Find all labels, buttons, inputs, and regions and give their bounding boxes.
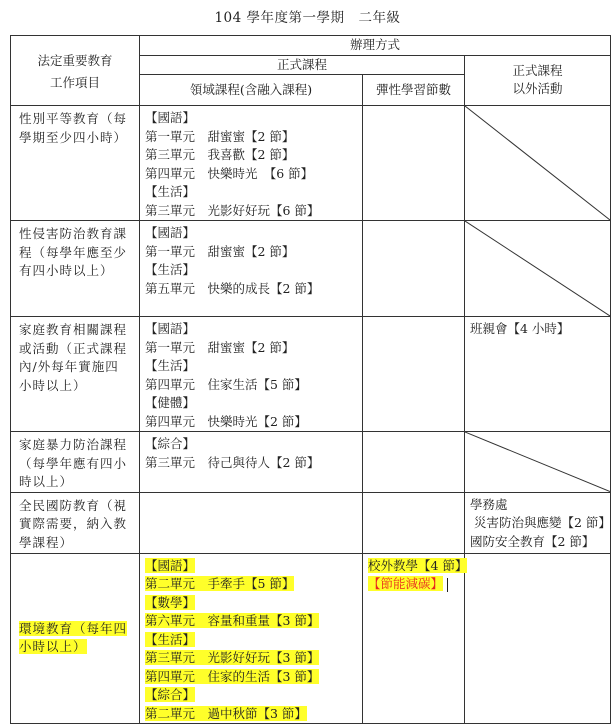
row-national-defense-extra [465, 492, 611, 553]
table-row [11, 221, 611, 317]
header-work-item [11, 36, 140, 106]
row-domestic-violence-name [11, 432, 140, 493]
row-name-line: 性侵害防治教育課 [19, 226, 128, 241]
flex-line [368, 575, 464, 594]
row-family-education-name [11, 317, 140, 432]
domain-line: 第四單元 住家生活【5 節】 [145, 376, 307, 392]
header-extra-line2: 以外活動 [512, 81, 563, 97]
row-sexual-assault-prevention-domain [140, 221, 363, 317]
curriculum-table [10, 35, 611, 724]
row-name-line: 有四小時以上） [19, 263, 114, 278]
row-name-line: （每學年應有四小 [19, 455, 128, 471]
highlight: 環境教育（每年四 [19, 620, 128, 636]
highlight: 校外教學【4 節】 [368, 557, 468, 573]
row-name-line: 學課程） [19, 534, 74, 550]
extra-line: 國防安全教育【2 節】 [470, 533, 595, 549]
table-row [11, 106, 611, 221]
row-family-education-extra [465, 317, 611, 432]
highlight: 第三單元 光影好好玩【3 節】 [145, 650, 320, 665]
row-name-line: 時以上） [19, 474, 74, 489]
row-sexual-assault-prevention-flex [363, 221, 465, 317]
extra-line: 災害防治與應變【2 節】 [474, 515, 611, 530]
row-sexual-assault-prevention-extra-crossed [465, 221, 611, 317]
domain-line: 【綜合】 [145, 436, 196, 451]
domain-line [145, 594, 362, 613]
row-family-education-flex [363, 317, 465, 432]
domain-line [145, 631, 362, 650]
row-name-line: 學期至少四小時） [19, 129, 128, 145]
header-handling: 辦理方式 [140, 36, 611, 56]
domain-line [145, 612, 362, 631]
domain-line [145, 557, 362, 576]
domain-line [145, 705, 362, 724]
highlight: 第四單元 住家的生活【3 節】 [145, 668, 320, 684]
row-name-line: 家庭暴力防治課程 [19, 437, 128, 452]
row-family-education-domain [140, 317, 363, 432]
domain-line [145, 686, 362, 705]
row-domestic-violence-extra-crossed [465, 432, 611, 493]
highlight: 【數學】 [145, 594, 196, 610]
domain-line: 【國語】 [145, 321, 196, 336]
extra-line: 班親會【4 小時】 [470, 321, 570, 336]
domain-line [145, 649, 362, 668]
page-title: 104 學年度第一學期 二年級 [214, 10, 401, 26]
highlight: 【節能減碳】 [368, 576, 444, 591]
row-name-line: 實際需要，納入教 [19, 516, 128, 531]
row-gender-equality-domain [140, 106, 363, 221]
domain-line: 第五單元 快樂的成長【2 節】 [145, 280, 320, 296]
domain-line: 第三單元 光影好好玩【6 節】 [145, 202, 320, 218]
domain-line: 第三單元 我喜歡【2 節】 [145, 147, 295, 162]
row-environmental-education-domain [140, 553, 363, 724]
row-domestic-violence-domain [140, 432, 363, 493]
row-environmental-education-flex [363, 553, 468, 724]
header-work-item-line1: 法定重要教育 [37, 53, 113, 69]
domain-line: 第一單元 甜蜜蜜【2 節】 [145, 243, 295, 259]
text-cursor [447, 578, 448, 592]
row-national-defense-name [11, 492, 140, 553]
highlight: 【綜合】 [145, 687, 196, 702]
domain-line: 【國語】 [145, 225, 196, 240]
header-work-item-line2: 工作項目 [49, 75, 100, 91]
row-name-line [19, 620, 135, 639]
row-national-defense-domain [140, 492, 363, 553]
domain-line [145, 668, 362, 687]
extra-line: 學務處 [470, 496, 508, 512]
domain-line: 【健體】 [145, 395, 196, 410]
row-name-line: 小時以上） [19, 377, 87, 393]
row-gender-equality-flex [363, 106, 465, 221]
domain-line: 第一單元 甜蜜蜜【2 節】 [145, 128, 295, 144]
domain-line [145, 575, 362, 594]
row-gender-equality-extra-crossed [465, 106, 611, 221]
row-environmental-education-extra [465, 553, 611, 724]
header-formal: 正式課程 [140, 55, 465, 75]
table-row [11, 432, 611, 493]
row-domestic-violence-flex [363, 432, 465, 493]
domain-line: 【生活】 [145, 262, 196, 277]
row-name-line: 全民國防教育（視 [19, 497, 128, 513]
flex-line [368, 557, 468, 576]
header-extra-line1: 正式課程 [512, 62, 563, 78]
domain-line: 第四單元 快樂時光【2 節】 [145, 413, 307, 429]
row-name-line: 內/外每年實施四 [19, 359, 119, 374]
highlight: 第二單元 過中秋節【3 節】 [145, 705, 307, 721]
domain-line: 【生活】 [145, 358, 196, 373]
row-name-line [19, 638, 135, 657]
table-row [11, 492, 611, 553]
row-name-line: 或活動（正式課程 [19, 340, 128, 356]
domain-line: 第四單元 快樂時光 【6 節】 [145, 165, 314, 181]
row-environmental-education-name [11, 553, 140, 724]
row-gender-equality-name [11, 106, 140, 221]
row-national-defense-flex [363, 492, 465, 553]
header-domain: 領域課程(含融入課程) [140, 75, 363, 106]
domain-line: 【生活】 [145, 184, 196, 199]
highlight: 第六單元 容量和重量【3 節】 [145, 613, 320, 628]
domain-line: 第一單元 甜蜜蜜【2 節】 [145, 339, 295, 355]
row-name-line: 程（每學年應至少 [19, 244, 128, 260]
header-flex: 彈性學習節數 [363, 75, 465, 106]
row-sexual-assault-prevention-name [11, 221, 140, 317]
domain-line: 第三單元 待己與待人【2 節】 [145, 454, 320, 470]
domain-line: 【國語】 [145, 110, 196, 125]
highlight: 【生活】 [145, 631, 196, 647]
row-name-line: 性別平等教育（每 [19, 111, 128, 126]
header-extra [465, 55, 611, 106]
table-row [11, 317, 611, 432]
diagonal-slash [465, 221, 610, 316]
diagonal-slash [465, 106, 610, 220]
highlight: 小時以上） [19, 639, 87, 655]
highlight: 第二單元 手牽手【5 節】 [145, 576, 295, 591]
table-row [11, 553, 611, 724]
highlight: 【國語】 [145, 557, 196, 573]
diagonal-slash [465, 432, 610, 492]
row-name-line: 家庭教育相關課程 [19, 322, 128, 337]
